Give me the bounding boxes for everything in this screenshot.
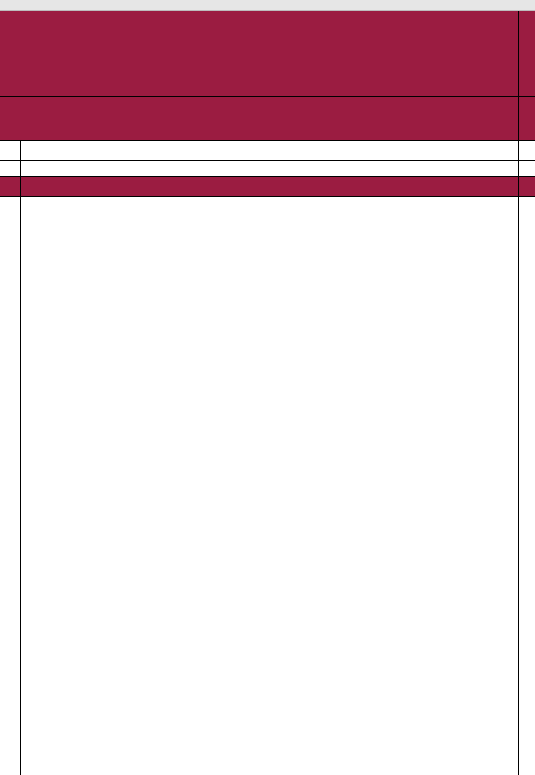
table-cell[interactable] bbox=[0, 161, 20, 176]
header-right[interactable] bbox=[519, 141, 535, 160]
table-header-row bbox=[0, 141, 535, 161]
section-cell-left[interactable] bbox=[0, 177, 20, 196]
table-cell[interactable] bbox=[519, 161, 535, 176]
section-right[interactable] bbox=[519, 177, 535, 196]
subtitle-band bbox=[0, 97, 535, 140]
section-row bbox=[0, 177, 535, 197]
header-cell-left[interactable] bbox=[0, 141, 20, 160]
title-band bbox=[0, 11, 535, 96]
column-header-strip bbox=[0, 0, 535, 11]
section-title[interactable] bbox=[21, 177, 518, 196]
column-divider bbox=[20, 141, 21, 775]
column-divider bbox=[518, 11, 519, 775]
empty-row bbox=[0, 161, 535, 177]
table-cell[interactable] bbox=[21, 161, 518, 176]
header-aspect[interactable] bbox=[21, 141, 518, 160]
